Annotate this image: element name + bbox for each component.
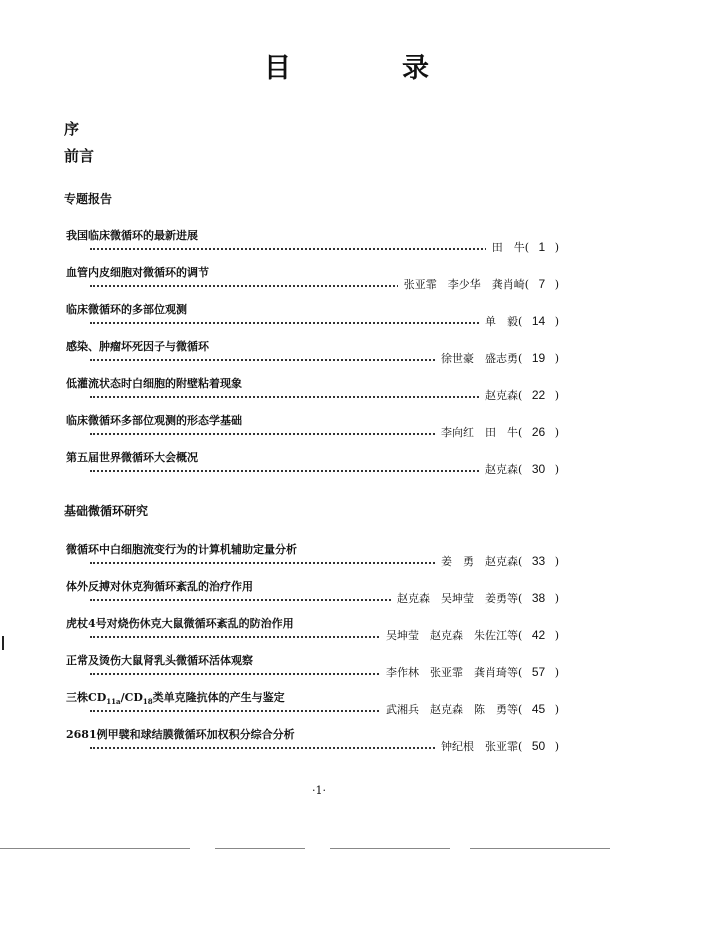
entry-authors: 徐世豪 盛志勇 <box>441 352 519 365</box>
front-matter-foreword: 前言 <box>64 147 95 165</box>
entry-title: 正常及烫伤大鼠肾乳头微循环活体观察 <box>66 654 253 667</box>
entry-title: 2681例甲襞和球结膜微循环加权积分综合分析 <box>66 728 295 741</box>
entry-page: 38 <box>531 591 546 605</box>
page-number-footer: ·1· <box>312 784 326 797</box>
entry-title: 临床微循环的多部位观测 <box>66 303 187 316</box>
entry-title: 三株$CD_{11a}/CD_{18}$类单克隆抗体的产生与鉴定 <box>66 691 285 707</box>
scan-rule <box>330 848 450 849</box>
entry-page: 7 <box>538 277 546 291</box>
entry-authors: 赵克森 吴坤莹 姜勇等 <box>397 592 519 605</box>
toc-entry: 临床微循环的多部位观测 单 毅( 14 ) <box>66 303 559 328</box>
entry-page: 19 <box>531 351 546 365</box>
toc-entry: 虎杖4号对烧伤休克大鼠微循环紊乱的防治作用 吴坤莹 赵克森 朱佐江等( 42 ) <box>66 617 559 642</box>
entry-authors: 单 毅 <box>485 315 519 328</box>
entry-page: 14 <box>531 314 546 328</box>
toc-entry: 低灌流状态时白细胞的附壁粘着现象 赵克森( 22 ) <box>66 377 559 402</box>
toc-entry: 正常及烫伤大鼠肾乳头微循环活体观察 李作林 张亚霏 龚肖琦等( 57 ) <box>66 654 559 679</box>
entry-title: 感染、肿瘤坏死因子与微循环 <box>66 340 209 353</box>
entry-authors: 钟纪根 张亚霏 <box>441 740 519 753</box>
entry-title: 我国临床微循环的最新进展 <box>66 229 198 242</box>
entry-authors: 李向红 田 牛 <box>441 426 519 439</box>
entry-authors: 田 牛 <box>491 241 525 254</box>
entry-authors: 吴坤莹 赵克森 朱佐江等 <box>386 629 519 642</box>
toc-entry: 血管内皮细胞对微循环的调节 张亚霏 李少华 龚肖崎( 7 ) <box>66 266 559 291</box>
entry-title: 低灌流状态时白细胞的附壁粘着现象 <box>66 377 242 390</box>
entry-title: 体外反搏对休克狗循环紊乱的治疗作用 <box>66 580 253 593</box>
page-title: 目 录 <box>264 53 471 84</box>
entry-title: 临床微循环多部位观测的形态学基础 <box>66 414 242 427</box>
entry-title: 微循环中白细胞流变行为的计算机辅助定量分析 <box>66 543 297 556</box>
entry-page: 57 <box>531 665 546 679</box>
entry-authors: 李作林 张亚霏 龚肖琦等 <box>386 666 519 679</box>
entry-page: 1 <box>538 240 546 254</box>
entry-authors: 赵克森 <box>485 463 519 476</box>
entry-authors: 张亚霏 李少华 龚肖崎 <box>403 278 525 291</box>
entry-page: 50 <box>531 739 546 753</box>
entry-page: 30 <box>531 462 546 476</box>
entry-page: 22 <box>531 388 546 402</box>
entry-authors: 武湘兵 赵克森 陈 勇等 <box>386 703 519 716</box>
toc-entry: 2681例甲襞和球结膜微循环加权积分综合分析 钟纪根 张亚霏( 50 ) <box>66 728 559 753</box>
entry-title: 虎杖4号对烧伤休克大鼠微循环紊乱的防治作用 <box>66 617 294 630</box>
entry-page: 42 <box>531 628 546 642</box>
entry-page: 33 <box>531 554 546 568</box>
scan-rule <box>0 848 190 849</box>
toc-entry: 我国临床微循环的最新进展 田 牛( 1 ) <box>66 229 559 254</box>
scan-rule <box>470 848 610 849</box>
entry-page: 26 <box>531 425 546 439</box>
toc-entry: 三株$CD_{11a}/CD_{18}$类单克隆抗体的产生与鉴定 武湘兵 赵克森 陈 勇等( 45 ) <box>66 691 559 716</box>
entry-title: 血管内皮细胞对微循环的调节 <box>66 266 209 279</box>
scan-mark <box>2 636 4 650</box>
toc-entry: 第五届世界微循环大会概况 赵克森( 30 ) <box>66 451 559 476</box>
section-heading: 专题报告 <box>64 192 113 206</box>
scan-rule <box>215 848 305 849</box>
toc-entry: 体外反搏对休克狗循环紊乱的治疗作用 赵克森 吴坤莹 姜勇等( 38 ) <box>66 580 559 605</box>
entry-authors: 姜 勇 赵克森 <box>441 555 519 568</box>
entry-page: 45 <box>531 702 546 716</box>
front-matter-preface: 序 <box>64 120 80 138</box>
toc-entry: 微循环中白细胞流变行为的计算机辅助定量分析 姜 勇 赵克森( 33 ) <box>66 543 559 568</box>
entry-authors: 赵克森 <box>485 389 519 402</box>
section-heading: 基础微循环研究 <box>64 504 149 518</box>
toc-entry: 感染、肿瘤坏死因子与微循环 徐世豪 盛志勇( 19 ) <box>66 340 559 365</box>
toc-entry: 临床微循环多部位观测的形态学基础 李向红 田 牛( 26 ) <box>66 414 559 439</box>
entry-title: 第五届世界微循环大会概况 <box>66 451 198 464</box>
